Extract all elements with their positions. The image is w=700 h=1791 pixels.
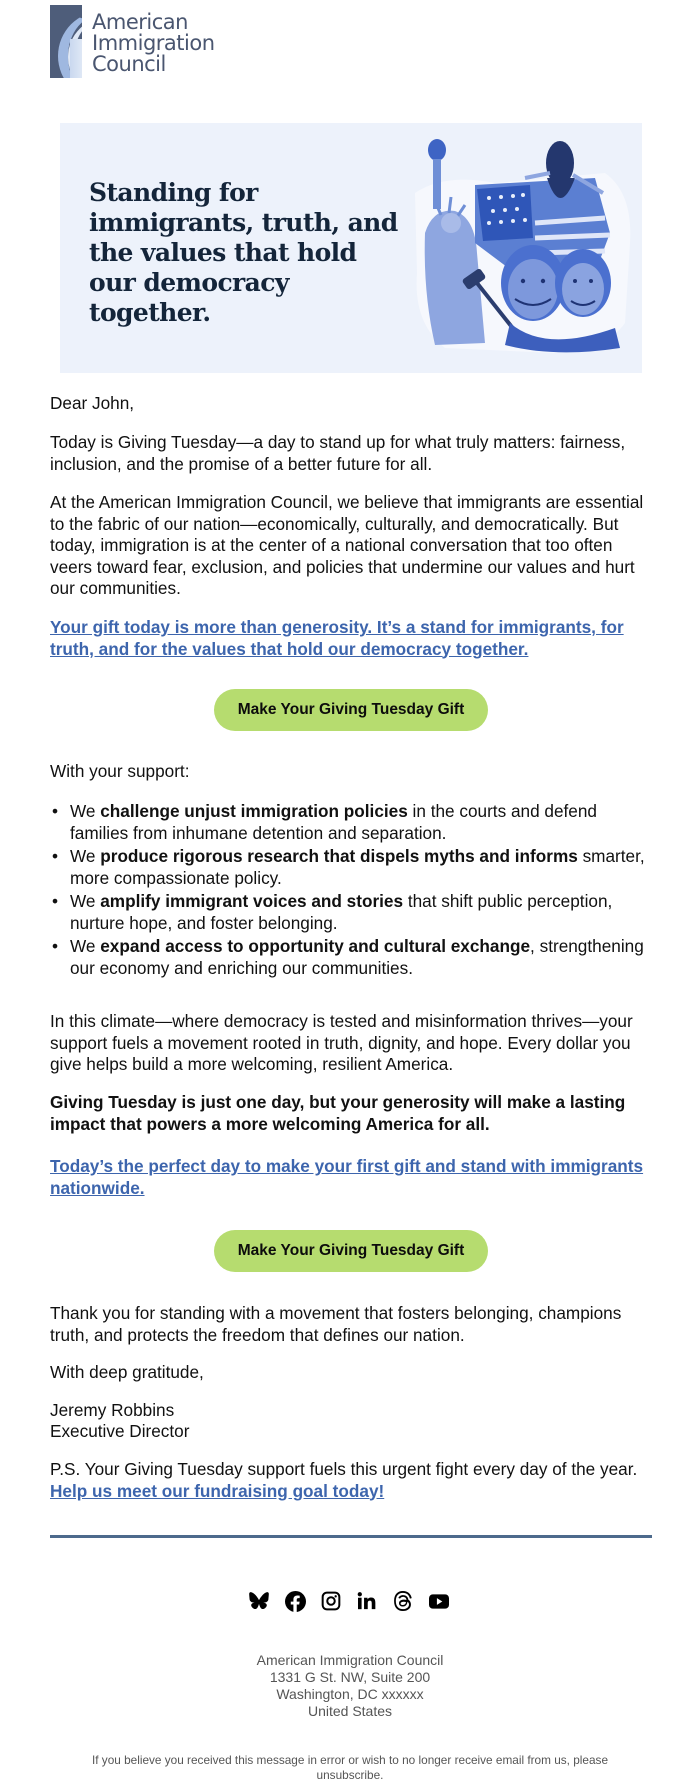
climate-paragraph: In this climate—where democracy is tested and misinformation thrives—your support fuels a movement rooted in truth, dignity, and hope. Every dollar you give helps build a more welcoming, resilient America. <box>50 1011 633 1074</box>
hero-collage-image <box>405 123 635 363</box>
giving-tuesday-cta-button[interactable]: Make Your Giving Tuesday Gift <box>214 689 488 731</box>
instagram-icon[interactable] <box>319 1589 343 1613</box>
support-list <box>50 801 654 981</box>
threads-icon[interactable] <box>391 1589 415 1613</box>
mission-paragraph: At the American Immigration Council, we believe that immigrants are essential to the fabric of our nation—economically, culturally, and democratically. But today, immigration is at the center of a national conversation that too often veers toward fear, exclusion, and policies that undermine our values and hurt our communities. <box>50 492 644 598</box>
footer-country: United States <box>307 1703 393 1719</box>
footer-street: 1331 G St. NW, Suite 200 <box>269 1669 431 1685</box>
thank-you-paragraph: Thank you for standing with a movement that fosters belonging, champions truth, and protects the freedom that defines our nation. <box>50 1303 622 1345</box>
bluesky-icon[interactable] <box>247 1589 271 1613</box>
signer-name: Jeremy Robbins <box>50 1400 175 1420</box>
support-item: • We challenge unjust immigration policies in the courts and defend families from inhumane detention and separation. <box>52 801 597 843</box>
logo-line-2: Immigration <box>92 31 215 55</box>
giving-tuesday-cta-button-2[interactable]: Make Your Giving Tuesday Gift <box>214 1230 488 1272</box>
support-item: • We amplify immigrant voices and stories that shift public perception, nurture hope, and foster belonging. <box>52 891 613 933</box>
hero-banner[interactable] <box>60 123 642 373</box>
postscript: P.S. Your Giving Tuesday support fuels this urgent fight every day of the year. Help us meet our fundraising goal today! <box>50 1459 638 1501</box>
bullet-icon: • <box>52 846 59 866</box>
org-logo[interactable] <box>50 5 215 79</box>
bullet-icon: • <box>52 891 59 911</box>
youtube-icon[interactable] <box>427 1589 451 1613</box>
support-item: • We expand access to opportunity and cultural exchange, strengthening our economy and enriching our communities. <box>52 936 644 978</box>
intro-paragraph: Today is Giving Tuesday—a day to stand up for what truly matters: fairness, inclusion, and the promise of a better future for all. <box>50 432 626 474</box>
first-gift-link[interactable]: Today’s the perfect day to make your first gift and stand with immigrants nationwide. <box>50 1156 644 1198</box>
support-intro: With your support: <box>50 761 190 781</box>
unsubscribe-notice[interactable]: If you believe you received this message in error or wish to no longer receive email from us, please unsubscribe. <box>91 1753 609 1782</box>
signer-title: Executive Director <box>50 1421 190 1441</box>
greeting: Dear John, <box>50 393 135 413</box>
impact-statement: Giving Tuesday is just one day, but your generosity will make a lasting impact that powers a more welcoming America for all. <box>50 1092 626 1134</box>
linkedin-icon[interactable] <box>355 1589 379 1613</box>
logo-line-3: Council <box>92 52 166 76</box>
fundraising-goal-link[interactable]: Help us meet our fundraising goal today! <box>50 1480 385 1501</box>
support-item: • We produce rigorous research that dispels myths and informs smarter, more compassionate policy. <box>52 846 645 888</box>
footer-city: Washington, DC xxxxxx <box>276 1686 424 1702</box>
footer-address <box>60 1652 640 1720</box>
logo-mark-icon <box>50 5 82 78</box>
gift-statement-link[interactable]: Your gift today is more than generosity. It’s a stand for immigrants, for truth, and for the values that hold our democracy together. <box>50 617 624 659</box>
social-links <box>247 1589 451 1613</box>
logo-wordmark <box>92 12 215 75</box>
facebook-icon[interactable] <box>283 1589 307 1613</box>
gift-statement <box>50 617 654 660</box>
footer-divider <box>50 1535 652 1538</box>
bullet-icon: • <box>52 801 59 821</box>
logo-line-1: American <box>92 10 188 34</box>
hero-headline: Standing for immigrants, truth, and the values that hold our democracy together. <box>89 178 398 327</box>
bullet-icon: • <box>52 936 59 956</box>
closing: With deep gratitude, <box>50 1362 204 1382</box>
first-gift-statement <box>50 1156 654 1199</box>
footer-org-name: American Immigration Council <box>256 1652 444 1668</box>
